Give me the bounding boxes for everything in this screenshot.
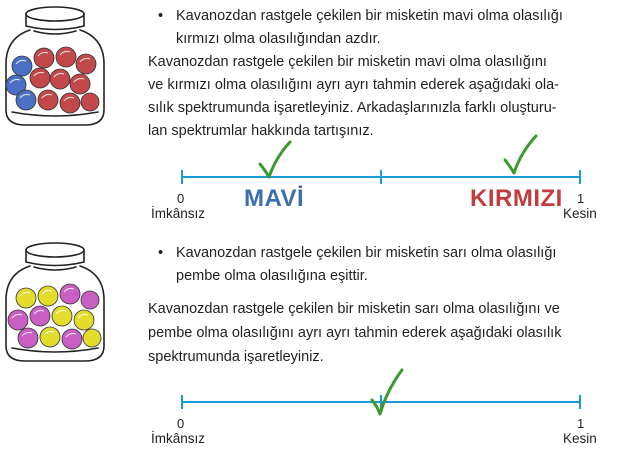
spectrum-end-label: Kesin	[563, 431, 597, 446]
bullet: •	[158, 245, 164, 261]
paragraph-line: spektrumunda işaretleyiniz.	[148, 349, 324, 365]
statement-line: pembe olma olasılığına eşittir.	[176, 268, 368, 284]
checkmark-sari-pembe	[370, 368, 406, 416]
bullet: •	[158, 8, 164, 24]
paragraph-line: sılık spektrumunda işaretleyiniz. Arkadaşlarınızla farklı oluşturu-	[148, 100, 557, 116]
spectrum-start-label: İmkânsız	[151, 431, 206, 446]
spectrum-end-value: 1	[577, 416, 585, 431]
statement-line: Kavanozdan rastgele çekilen bir misketin mavi olma olasılığı	[176, 8, 563, 24]
kirmizi-label: KIRMIZI	[470, 185, 563, 212]
paragraph-line: pembe olma olasılığını ayrı ayrı tahmin ederek aşağıdaki olasılık	[148, 325, 562, 341]
spectrum-end-label: Kesin	[563, 206, 597, 221]
spectrum-start-value: 0	[177, 191, 185, 206]
statement-line: kırmızı olma olasılığından azdır.	[176, 31, 381, 47]
spectrum-start-value: 0	[177, 416, 185, 431]
mavi-label: MAVİ	[244, 185, 305, 212]
spectrum-start-label: İmkânsız	[151, 206, 206, 221]
paragraph-line: Kavanozdan rastgele çekilen bir misketin sarı olma olasılığını ve	[148, 301, 560, 317]
spectrum-end-value: 1	[577, 191, 585, 206]
paragraph-line: ve kırmızı olma olasılığını ayrı ayrı tahmin ederek aşağıdaki ola-	[148, 77, 560, 93]
paragraph-line: Kavanozdan rastgele çekilen bir misketin mavi olma olasılığını	[148, 54, 547, 70]
paragraph-line: lan spektrumlar hakkında tartışınız.	[148, 123, 374, 139]
statement-line: Kavanozdan rastgele çekilen bir misketin sarı olma olasılığı	[176, 245, 557, 261]
